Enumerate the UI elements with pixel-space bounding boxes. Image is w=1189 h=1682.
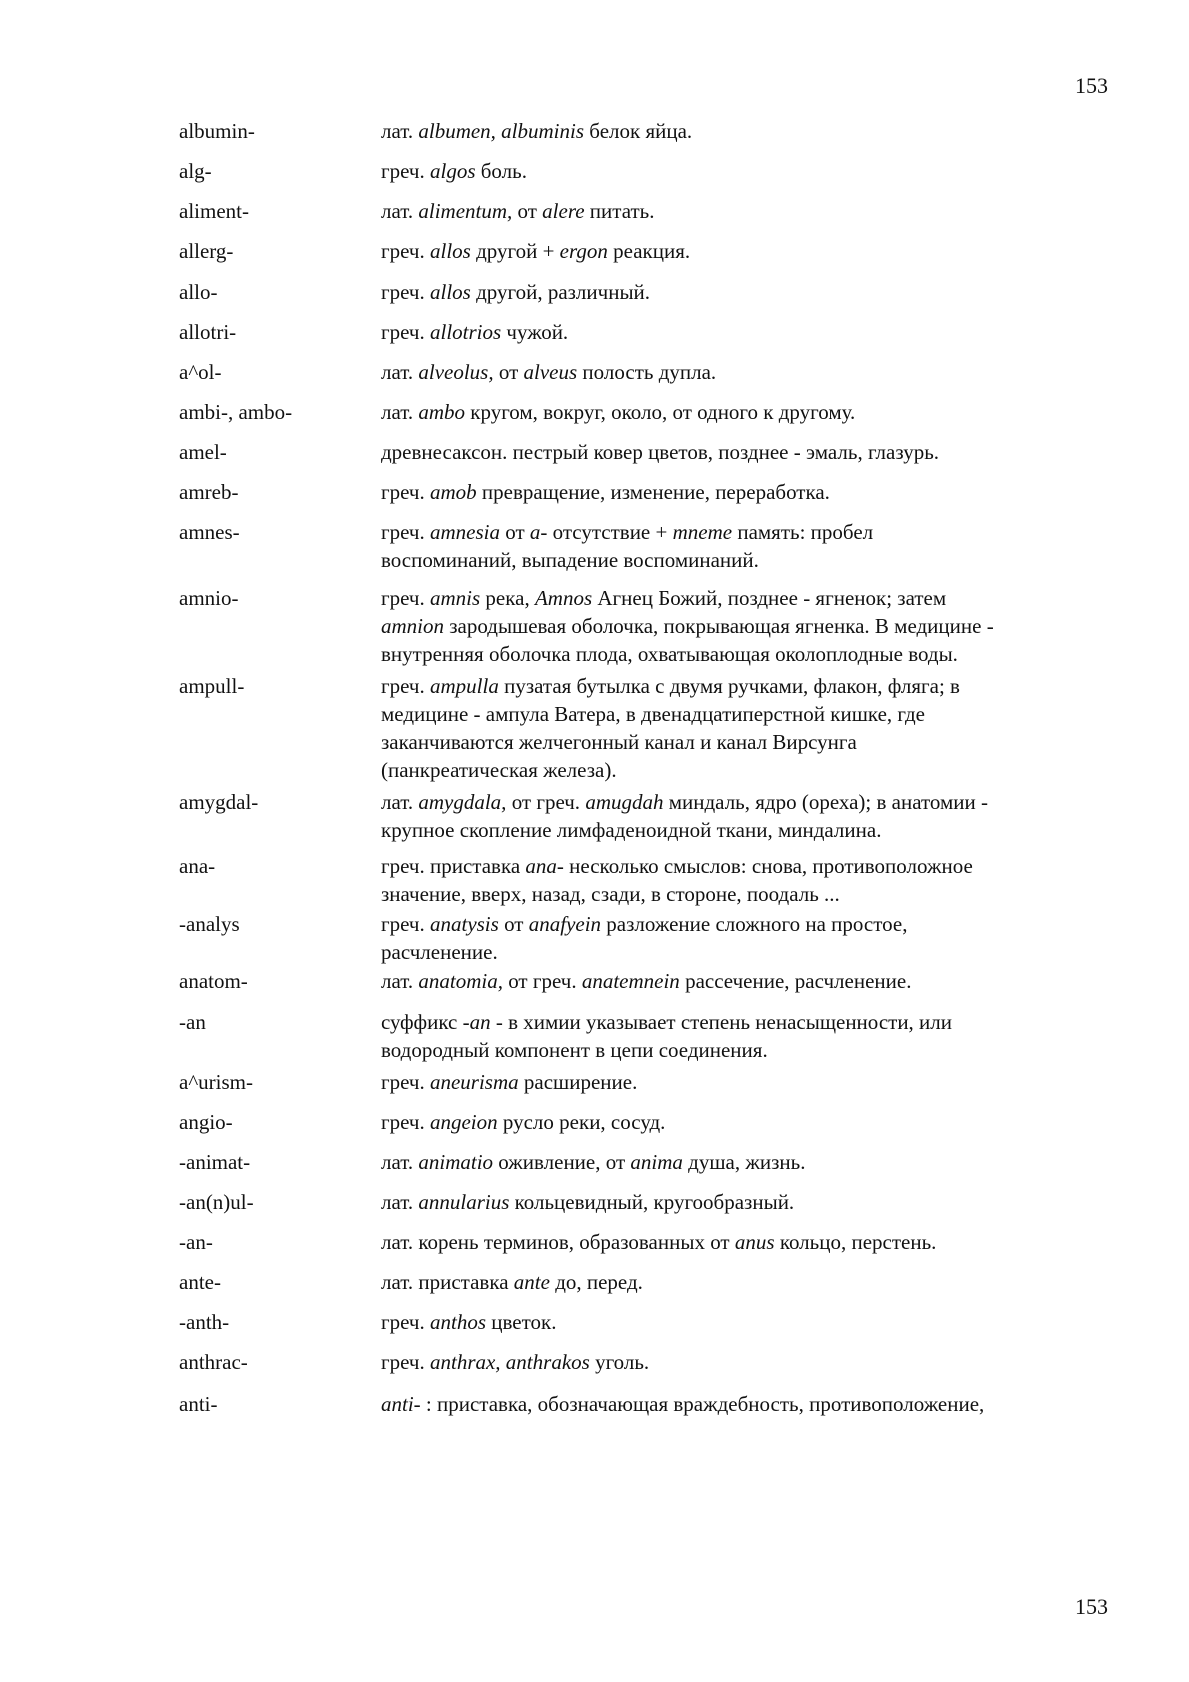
definition-italic-text: amnis	[429, 586, 481, 610]
definition-italic-text: alimentum,	[418, 199, 513, 223]
definition-text: греч.	[381, 586, 430, 610]
definition-text: суффикс	[381, 1010, 463, 1034]
definition-text: полость дупла.	[577, 360, 717, 384]
entry-definition	[381, 1268, 1109, 1296]
definition-italic-text: alveus	[523, 360, 578, 384]
dictionary-entry	[179, 910, 1109, 966]
definition-text: до, перед.	[549, 1270, 643, 1294]
entry-term: -an-	[179, 1230, 213, 1254]
definition-italic-text: animatio	[418, 1150, 494, 1174]
definition-text: от	[493, 360, 524, 384]
definition-italic-text: ampulla	[429, 674, 499, 698]
dictionary-entry	[179, 852, 1109, 908]
definition-text: память: пробел воспоминаний, выпадение воспоминаний.	[381, 520, 874, 572]
page-number-bottom: 153	[1075, 1594, 1108, 1619]
definition-italic-text: annularius	[418, 1190, 510, 1214]
definition-italic-text: ergon	[559, 239, 608, 263]
dictionary-entry	[179, 1188, 1109, 1216]
definition-italic-text: mneme	[672, 520, 733, 544]
entry-term: allerg-	[179, 239, 234, 263]
definition-text: греч.	[381, 520, 430, 544]
definition-text: оживление, от	[493, 1150, 631, 1174]
definition-text: греч.	[381, 1350, 430, 1374]
entry-term: ampull-	[179, 674, 245, 698]
entry-term: amreb-	[179, 480, 239, 504]
definition-text: зародышевая оболочка, покрывающая ягненка. В медицине - внутренняя оболочка плода, охватывающая околоплодные воды.	[381, 614, 994, 666]
entry-definition	[381, 1068, 1109, 1096]
dictionary-entry	[179, 518, 1109, 574]
definition-text: белок яйца.	[584, 119, 693, 143]
entry-definition	[381, 1008, 1109, 1064]
dictionary-entry	[179, 1308, 1109, 1336]
definition-italic-text: amygdala,	[418, 790, 507, 814]
entry-definition	[381, 237, 1109, 265]
definition-italic-text: anti-	[381, 1392, 421, 1416]
entry-definition	[381, 318, 1109, 346]
entry-definition	[381, 398, 1109, 426]
entry-definition	[381, 1188, 1109, 1216]
definition-text: душа, жизнь.	[682, 1150, 806, 1174]
definition-text: греч.	[381, 674, 430, 698]
entry-definition	[381, 967, 1109, 995]
dictionary-entry	[179, 237, 1109, 265]
definition-text: греч.	[381, 480, 430, 504]
definition-text: - в химии указывает степень ненасыщенности, или водородный компонент в цепи соединения.	[381, 1010, 953, 1062]
dictionary-entry	[179, 584, 1109, 668]
entry-term: anthrac-	[179, 1350, 248, 1374]
entry-term: a^urism-	[179, 1070, 254, 1094]
entry-definition	[381, 1390, 1109, 1418]
definition-text: пузатая бутылка с двумя ручками, флакон, фляга; в медицине - ампула Ватера, в двенадцатиперстной кишке, где заканчиваются желчегонный канал и канал Вирсунга (панкреатическая железа).	[381, 674, 960, 782]
entry-term: -an(n)ul-	[179, 1190, 254, 1214]
entry-definition	[381, 518, 1109, 574]
definition-italic-text: anthos	[429, 1310, 486, 1334]
definition-italic-text: anatysis	[429, 912, 499, 936]
definition-text: лат.	[381, 119, 419, 143]
definition-italic-text: anafyein	[528, 912, 602, 936]
dictionary-entry	[179, 1148, 1109, 1176]
definition-text: отсутствие +	[547, 520, 673, 544]
definition-text: кольцевидный, кругообразный.	[509, 1190, 795, 1214]
definition-italic-text: -an	[462, 1010, 491, 1034]
definition-italic-text: allos	[429, 239, 471, 263]
definition-text: греч.	[381, 159, 430, 183]
entry-definition	[381, 1308, 1109, 1336]
entry-term: amnio-	[179, 586, 239, 610]
entry-definition	[381, 1348, 1109, 1376]
entry-definition	[381, 584, 1109, 668]
definition-italic-text: amob	[429, 480, 477, 504]
definition-text: русло реки, сосуд.	[497, 1110, 666, 1134]
definition-text: чужой.	[501, 320, 569, 344]
definition-text: кольцо, перстень.	[774, 1230, 937, 1254]
page-number-top: 153	[1075, 73, 1108, 98]
entry-term: alg-	[179, 159, 212, 183]
definition-text: греч.	[381, 239, 430, 263]
definition-text: лат.	[381, 400, 419, 424]
definition-italic-text: algos	[429, 159, 476, 183]
definition-text: от греч.	[502, 969, 582, 993]
dictionary-entry	[179, 1390, 1109, 1418]
definition-text: кругом, вокруг, около, от одного к другому.	[465, 400, 856, 424]
entry-term: angio-	[179, 1110, 233, 1134]
definition-text: реакция.	[607, 239, 691, 263]
definition-text: греч. приставка	[381, 854, 526, 878]
definition-italic-text: Amnos	[534, 586, 593, 610]
entry-definition	[381, 278, 1109, 306]
entry-definition	[381, 1108, 1109, 1136]
dictionary-entry	[179, 1008, 1109, 1064]
definition-text: расширение.	[518, 1070, 638, 1094]
entry-definition	[381, 358, 1109, 386]
definition-text: греч.	[381, 1310, 430, 1334]
definition-text: уголь.	[589, 1350, 650, 1374]
definition-italic-text: anatemnein	[581, 969, 680, 993]
entry-definition	[381, 672, 1109, 784]
dictionary-entry	[179, 1348, 1109, 1376]
entry-term: -analys	[179, 912, 240, 936]
entry-term: -animat-	[179, 1150, 251, 1174]
entry-term: amel-	[179, 440, 227, 464]
definition-italic-text: amnion	[381, 614, 444, 638]
entry-definition	[381, 1228, 1109, 1256]
dictionary-entry	[179, 278, 1109, 306]
definition-text: другой, различный.	[470, 280, 651, 304]
entry-definition	[381, 478, 1109, 506]
definition-text: от греч.	[506, 790, 586, 814]
dictionary-entry	[179, 157, 1109, 185]
dictionary-entry	[179, 788, 1109, 844]
definition-italic-text: anatomia,	[418, 969, 503, 993]
dictionary-entry	[179, 117, 1109, 145]
definition-italic-text: ambo	[418, 400, 466, 424]
definition-italic-text: allotrios	[429, 320, 502, 344]
definition-text: лат.	[381, 790, 419, 814]
entry-term: allo-	[179, 280, 218, 304]
definition-italic-text: alere	[542, 199, 585, 223]
dictionary-entry	[179, 1108, 1109, 1136]
definition-text: греч.	[381, 912, 430, 936]
entry-definition	[381, 788, 1109, 844]
definition-text: другой +	[470, 239, 560, 263]
definition-italic-text: aneurisma	[429, 1070, 519, 1094]
definition-italic-text: a-	[529, 520, 548, 544]
definition-italic-text: anima	[630, 1150, 683, 1174]
definition-text: миндаль, ядро (ореха); в анатомии - крупное скопление лимфаденоидной ткани, миндалина.	[381, 790, 989, 842]
dictionary-entry	[179, 478, 1109, 506]
definition-text: лат.	[381, 1190, 419, 1214]
definition-italic-text: amnesia	[429, 520, 500, 544]
entry-term: amnes-	[179, 520, 240, 544]
definition-italic-text: ante	[513, 1270, 550, 1294]
definition-text: цветок.	[486, 1310, 557, 1334]
dictionary-entry	[179, 1228, 1109, 1256]
entry-term: aliment-	[179, 199, 249, 223]
dictionary-entry	[179, 1268, 1109, 1296]
entry-term: -anth-	[179, 1310, 230, 1334]
definition-text: Агнец Божий, позднее - ягненок; затем	[597, 586, 947, 610]
definition-text: греч.	[381, 320, 430, 344]
definition-italic-text: anthrax, anthrakos	[429, 1350, 590, 1374]
definition-text: греч.	[381, 1110, 430, 1134]
dictionary-entry	[179, 318, 1109, 346]
entry-term: anatom-	[179, 969, 248, 993]
entry-term: anti-	[179, 1392, 218, 1416]
entry-definition	[381, 197, 1109, 225]
definition-text: лат.	[381, 199, 419, 223]
definition-text: разложение сложного на простое, расчленение.	[381, 912, 908, 964]
entry-term: allotri-	[179, 320, 237, 344]
definition-text: лат.	[381, 969, 419, 993]
definition-text: древнесаксон. пестрый ковер цветов, позднее - эмаль, глазурь.	[381, 440, 940, 464]
dictionary-entry	[179, 1068, 1109, 1096]
definition-italic-text: ana-	[525, 854, 564, 878]
definition-text: лат.	[381, 360, 419, 384]
definition-text: : приставка, обозначающая враждебность, противоположение,	[420, 1392, 985, 1416]
definition-text: от	[512, 199, 543, 223]
entry-term: ambi-, ambo-	[179, 400, 293, 424]
definition-italic-text: albumen, albuminis	[418, 119, 585, 143]
definition-italic-text: alveolus,	[418, 360, 494, 384]
entry-definition	[381, 910, 1109, 966]
dictionary-entry	[179, 672, 1109, 784]
definition-italic-text: angeion	[429, 1110, 498, 1134]
dictionary-entry	[179, 358, 1109, 386]
entry-term: amygdal-	[179, 790, 259, 814]
definition-text: рассечение, расчленение.	[679, 969, 912, 993]
definition-text: питать.	[584, 199, 655, 223]
entry-definition	[381, 157, 1109, 185]
definition-text: от	[499, 520, 530, 544]
dictionary-entry	[179, 197, 1109, 225]
dictionary-entry	[179, 398, 1109, 426]
definition-text: река,	[480, 586, 535, 610]
entry-definition	[381, 1148, 1109, 1176]
entry-term: albumin-	[179, 119, 255, 143]
definition-text: лат.	[381, 1150, 419, 1174]
entry-term: ana-	[179, 854, 216, 878]
entry-definition	[381, 852, 1109, 908]
definition-text: лат. корень терминов, образованных от	[381, 1230, 735, 1254]
dictionary-entry	[179, 438, 1109, 466]
entry-definition	[381, 117, 1109, 145]
definition-italic-text: amugdah	[585, 790, 664, 814]
definition-text: от	[498, 912, 529, 936]
definition-italic-text: anus	[734, 1230, 775, 1254]
definition-text: превращение, изменение, переработка.	[476, 480, 830, 504]
entry-definition	[381, 438, 1109, 466]
definition-text: боль.	[475, 159, 527, 183]
definition-text: несколько смыслов: снова, противоположное значение, вверх, назад, сзади, в стороне, поодаль ...	[381, 854, 973, 906]
entry-term: ante-	[179, 1270, 221, 1294]
definition-text: греч.	[381, 280, 430, 304]
entry-term: a^ol-	[179, 360, 222, 384]
definition-text: лат. приставка	[381, 1270, 514, 1294]
definition-italic-text: allos	[429, 280, 471, 304]
dictionary-entry	[179, 967, 1109, 995]
definition-text: греч.	[381, 1070, 430, 1094]
entry-term: -an	[179, 1010, 206, 1034]
